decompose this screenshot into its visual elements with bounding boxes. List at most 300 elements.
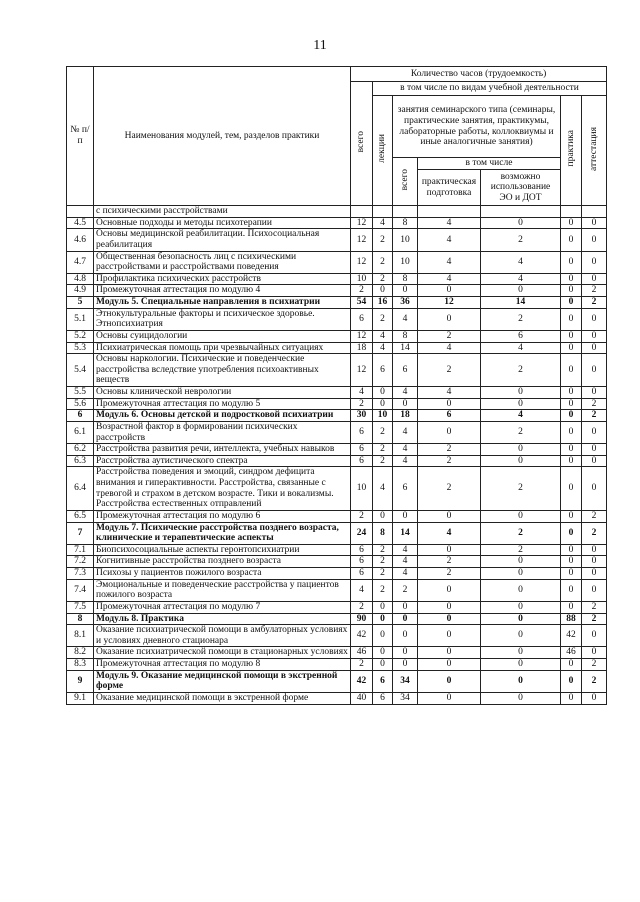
row-value: 4 <box>373 342 393 354</box>
row-value: 2 <box>582 285 607 297</box>
row-value: 4 <box>418 522 481 544</box>
row-value: 0 <box>393 647 418 659</box>
row-value: 10 <box>373 410 393 422</box>
row-value: 2 <box>373 444 393 456</box>
row-name: Промежуточная аттестация по модулю 5 <box>94 398 351 410</box>
row-value: 30 <box>351 410 373 422</box>
row-value: 6 <box>351 556 373 568</box>
row-name: Расстройства развития речи, интеллекта, учебных навыков <box>94 444 351 456</box>
row-value: 42 <box>561 625 582 647</box>
row-value: 0 <box>582 556 607 568</box>
row-value: 0 <box>561 410 582 422</box>
row-value: 0 <box>418 579 481 601</box>
row-value: 6 <box>351 544 373 556</box>
row-value: 2 <box>582 510 607 522</box>
row-value: 0 <box>418 421 481 443</box>
row-number: 8.2 <box>67 647 94 659</box>
table-row <box>67 342 607 354</box>
table-row <box>67 273 607 285</box>
row-value: 0 <box>418 601 481 613</box>
row-value: 2 <box>481 354 561 387</box>
row-value: 0 <box>418 308 481 330</box>
row-number: 4.8 <box>67 273 94 285</box>
row-value: 0 <box>481 670 561 692</box>
row-value: 0 <box>561 354 582 387</box>
table-row <box>67 387 607 399</box>
table-row <box>67 421 607 443</box>
row-value: 0 <box>481 613 561 625</box>
row-name: Возрастной фактор в формировании психических расстройств <box>94 421 351 443</box>
row-name: Оказание медицинской помощи в экстренной форме <box>94 692 351 704</box>
row-name: Основы клинической неврологии <box>94 387 351 399</box>
row-number: 6.5 <box>67 510 94 522</box>
row-value: 0 <box>418 285 481 297</box>
row-value: 0 <box>418 510 481 522</box>
row-value: 0 <box>418 613 481 625</box>
row-value: 4 <box>351 579 373 601</box>
row-name: Модуль 5. Специальные направления в психиатрии <box>94 297 351 309</box>
row-value: 2 <box>393 579 418 601</box>
table-row <box>67 692 607 704</box>
row-value: 0 <box>418 398 481 410</box>
row-value: 4 <box>393 308 418 330</box>
row-value: 18 <box>393 410 418 422</box>
table-row <box>67 455 607 467</box>
row-value: 0 <box>481 625 561 647</box>
header-num: № п/п <box>67 67 94 206</box>
row-value: 0 <box>418 544 481 556</box>
row-value: 8 <box>393 330 418 342</box>
row-value: 0 <box>561 297 582 309</box>
table-row <box>67 647 607 659</box>
table-row <box>67 354 607 387</box>
row-value: 0 <box>561 330 582 342</box>
row-name: Биопсихосоциальные аспекты геронтопсихиатрии <box>94 544 351 556</box>
row-value: 0 <box>582 217 607 229</box>
row-value: 2 <box>481 421 561 443</box>
row-value: 10 <box>351 273 373 285</box>
row-value: 0 <box>561 444 582 456</box>
row-value: 4 <box>393 421 418 443</box>
row-value <box>373 206 393 218</box>
row-number: 6.1 <box>67 421 94 443</box>
row-value: 0 <box>393 613 418 625</box>
row-name: Основные подходы и методы психотерапии <box>94 217 351 229</box>
row-value: 2 <box>373 421 393 443</box>
row-value: 2 <box>582 522 607 544</box>
row-name: Модуль 7. Психические расстройства позднего возраста, клинические и терапевтические аспекты <box>94 522 351 544</box>
row-value: 4 <box>393 444 418 456</box>
row-value: 0 <box>418 670 481 692</box>
row-value: 4 <box>373 217 393 229</box>
row-number: 6 <box>67 410 94 422</box>
table-row <box>67 579 607 601</box>
row-value: 0 <box>561 556 582 568</box>
row-value: 14 <box>481 297 561 309</box>
row-name: Профилактика психических расстройств <box>94 273 351 285</box>
row-value: 2 <box>582 398 607 410</box>
row-value: 16 <box>373 297 393 309</box>
table-row <box>67 229 607 251</box>
row-value: 0 <box>481 647 561 659</box>
row-name: Основы наркологии. Психические и поведенческие расстройства вследствие употребления психоактивных веществ <box>94 354 351 387</box>
table-row <box>67 670 607 692</box>
row-value: 88 <box>561 613 582 625</box>
row-value <box>418 206 481 218</box>
row-value: 2 <box>373 455 393 467</box>
table-row <box>67 556 607 568</box>
row-value: 0 <box>582 342 607 354</box>
table-row <box>67 206 607 218</box>
row-value: 0 <box>481 387 561 399</box>
row-value: 0 <box>481 398 561 410</box>
row-value: 2 <box>481 522 561 544</box>
row-value: 10 <box>393 229 418 251</box>
row-value: 0 <box>481 444 561 456</box>
row-value: 6 <box>373 354 393 387</box>
row-value: 2 <box>481 544 561 556</box>
row-value: 0 <box>561 421 582 443</box>
row-value: 2 <box>351 285 373 297</box>
row-value: 0 <box>481 217 561 229</box>
row-value: 0 <box>582 467 607 511</box>
row-value: 2 <box>373 579 393 601</box>
header-seminar: занятия семинарского типа (семинары, практические занятия, практикумы, лабораторные работы, коллоквиумы и иные аналогичные занятия) <box>393 96 561 158</box>
row-number: 5.6 <box>67 398 94 410</box>
row-number: 5 <box>67 297 94 309</box>
table-row <box>67 285 607 297</box>
row-value: 4 <box>351 387 373 399</box>
table-row <box>67 568 607 580</box>
row-value: 12 <box>418 297 481 309</box>
row-number: 7.3 <box>67 568 94 580</box>
row-name: Промежуточная аттестация по модулю 7 <box>94 601 351 613</box>
row-value: 0 <box>582 387 607 399</box>
row-value: 12 <box>351 229 373 251</box>
row-value: 0 <box>582 330 607 342</box>
header-hours: Количество часов (трудоемкость) <box>351 67 607 82</box>
row-value <box>351 206 373 218</box>
row-value: 0 <box>582 647 607 659</box>
row-value: 0 <box>393 285 418 297</box>
row-name: Промежуточная аттестация по модулю 8 <box>94 659 351 671</box>
row-value: 0 <box>582 444 607 456</box>
header-practice: практика <box>561 96 582 206</box>
table-row <box>67 613 607 625</box>
row-value: 8 <box>373 522 393 544</box>
table-row <box>67 410 607 422</box>
row-value: 24 <box>351 522 373 544</box>
row-number <box>67 206 94 218</box>
row-value: 2 <box>481 308 561 330</box>
row-value: 0 <box>582 251 607 273</box>
row-value: 0 <box>561 579 582 601</box>
row-value: 40 <box>351 692 373 704</box>
row-name: Расстройства аутистического спектра <box>94 455 351 467</box>
row-value: 0 <box>561 455 582 467</box>
table-row <box>67 544 607 556</box>
row-value: 10 <box>393 251 418 273</box>
row-value: 2 <box>481 467 561 511</box>
row-value: 4 <box>481 251 561 273</box>
row-value: 2 <box>373 308 393 330</box>
row-value: 0 <box>582 455 607 467</box>
header-name: Наименования модулей, тем, разделов практики <box>94 67 351 206</box>
row-value: 36 <box>393 297 418 309</box>
row-value: 0 <box>418 659 481 671</box>
row-value: 6 <box>418 410 481 422</box>
row-name: Модуль 8. Практика <box>94 613 351 625</box>
row-value: 4 <box>393 387 418 399</box>
row-value: 0 <box>561 308 582 330</box>
row-name: Промежуточная аттестация по модулю 4 <box>94 285 351 297</box>
row-value: 42 <box>351 670 373 692</box>
header-including: в том числе <box>418 158 561 170</box>
row-number: 5.4 <box>67 354 94 387</box>
row-number: 7.1 <box>67 544 94 556</box>
row-value: 0 <box>561 251 582 273</box>
row-value: 0 <box>481 659 561 671</box>
table-row <box>67 398 607 410</box>
table-row <box>67 444 607 456</box>
row-value: 18 <box>351 342 373 354</box>
row-value: 2 <box>418 568 481 580</box>
row-number: 5.2 <box>67 330 94 342</box>
row-value: 2 <box>418 444 481 456</box>
row-value: 2 <box>351 601 373 613</box>
row-value: 2 <box>582 410 607 422</box>
row-value: 0 <box>582 308 607 330</box>
row-value: 0 <box>582 579 607 601</box>
row-value: 8 <box>393 217 418 229</box>
row-value: 2 <box>582 297 607 309</box>
row-value: 0 <box>561 510 582 522</box>
row-name: Оказание психиатрической помощи в стационарных условиях <box>94 647 351 659</box>
row-value: 2 <box>418 467 481 511</box>
row-number: 9 <box>67 670 94 692</box>
row-value: 0 <box>561 398 582 410</box>
row-value: 2 <box>418 354 481 387</box>
table-row <box>67 217 607 229</box>
table-row <box>67 251 607 273</box>
row-value: 0 <box>561 342 582 354</box>
row-value <box>582 206 607 218</box>
row-value: 12 <box>351 330 373 342</box>
row-value: 0 <box>561 522 582 544</box>
row-value: 4 <box>418 229 481 251</box>
row-name: Психозы у пациентов пожилого возраста <box>94 568 351 580</box>
row-value: 0 <box>561 217 582 229</box>
row-value: 2 <box>582 601 607 613</box>
row-value: 0 <box>481 510 561 522</box>
row-value: 4 <box>393 556 418 568</box>
row-name: Когнитивные расстройства позднего возраста <box>94 556 351 568</box>
row-value: 12 <box>351 354 373 387</box>
row-value: 12 <box>351 217 373 229</box>
row-value <box>481 206 561 218</box>
page-number: 11 <box>313 38 327 53</box>
row-value: 4 <box>418 251 481 273</box>
row-value: 0 <box>481 285 561 297</box>
row-number: 6.4 <box>67 467 94 511</box>
row-value: 2 <box>373 229 393 251</box>
row-value: 0 <box>582 273 607 285</box>
row-value: 2 <box>373 556 393 568</box>
row-value: 4 <box>393 568 418 580</box>
row-number: 5.3 <box>67 342 94 354</box>
row-value: 0 <box>481 455 561 467</box>
row-value: 2 <box>481 229 561 251</box>
header-total: всего <box>351 82 373 206</box>
row-value: 0 <box>373 625 393 647</box>
row-value: 6 <box>351 444 373 456</box>
row-value: 6 <box>393 467 418 511</box>
row-value: 0 <box>393 510 418 522</box>
row-value: 0 <box>481 579 561 601</box>
row-number: 5.1 <box>67 308 94 330</box>
row-value: 6 <box>481 330 561 342</box>
row-value: 0 <box>561 601 582 613</box>
row-value: 0 <box>561 229 582 251</box>
row-value: 0 <box>561 659 582 671</box>
row-number: 8.3 <box>67 659 94 671</box>
row-number: 4.9 <box>67 285 94 297</box>
table-row <box>67 625 607 647</box>
table-row <box>67 522 607 544</box>
row-value: 0 <box>418 625 481 647</box>
header-eo-dot: возможно использование ЭО и ДОТ <box>481 170 561 206</box>
row-name: Этнокультуральные факторы и психическое здоровье. Этнопсихиатрия <box>94 308 351 330</box>
row-value: 34 <box>393 670 418 692</box>
row-value: 0 <box>561 568 582 580</box>
row-name: Основы суицидологии <box>94 330 351 342</box>
row-value: 0 <box>561 544 582 556</box>
row-value: 46 <box>561 647 582 659</box>
row-name: Модуль 6. Основы детской и подростковой психиатрии <box>94 410 351 422</box>
row-value: 0 <box>481 601 561 613</box>
row-value: 6 <box>373 670 393 692</box>
row-number: 7 <box>67 522 94 544</box>
row-value: 0 <box>481 692 561 704</box>
row-value: 4 <box>373 330 393 342</box>
row-value: 0 <box>582 229 607 251</box>
row-number: 4.6 <box>67 229 94 251</box>
header-lectures: лекции <box>373 96 393 206</box>
row-value: 0 <box>561 467 582 511</box>
row-number: 7.4 <box>67 579 94 601</box>
row-value: 2 <box>582 613 607 625</box>
row-value: 0 <box>393 625 418 647</box>
row-name: Оказание психиатрической помощи в амбулаторных условиях и условиях дневного стационара <box>94 625 351 647</box>
row-value: 8 <box>393 273 418 285</box>
row-value: 6 <box>351 308 373 330</box>
row-value: 0 <box>393 659 418 671</box>
curriculum-table <box>66 66 607 705</box>
row-number: 4.5 <box>67 217 94 229</box>
row-value: 2 <box>373 568 393 580</box>
row-value: 0 <box>561 273 582 285</box>
row-value <box>561 206 582 218</box>
row-value: 4 <box>418 342 481 354</box>
row-value: 42 <box>351 625 373 647</box>
row-value: 12 <box>351 251 373 273</box>
row-value: 6 <box>351 568 373 580</box>
row-value: 4 <box>393 544 418 556</box>
row-value: 0 <box>373 659 393 671</box>
row-value: 0 <box>393 601 418 613</box>
header-attestation: аттестация <box>582 96 607 206</box>
row-value: 0 <box>582 568 607 580</box>
row-value: 0 <box>393 398 418 410</box>
row-value: 2 <box>418 330 481 342</box>
row-value: 0 <box>373 285 393 297</box>
table-row <box>67 467 607 511</box>
header-by-type: в том числе по видам учебной деятельности <box>373 82 607 96</box>
row-value: 4 <box>481 410 561 422</box>
row-value: 6 <box>351 421 373 443</box>
row-value: 2 <box>351 398 373 410</box>
row-value: 90 <box>351 613 373 625</box>
row-value: 0 <box>582 354 607 387</box>
row-value: 0 <box>373 387 393 399</box>
row-number: 8.1 <box>67 625 94 647</box>
row-value: 2 <box>418 455 481 467</box>
row-number: 6.2 <box>67 444 94 456</box>
row-value <box>393 206 418 218</box>
row-number: 9.1 <box>67 692 94 704</box>
row-value: 0 <box>561 387 582 399</box>
table-row <box>67 659 607 671</box>
row-value: 0 <box>418 692 481 704</box>
row-value: 2 <box>582 659 607 671</box>
row-value: 0 <box>373 601 393 613</box>
row-value: 0 <box>582 692 607 704</box>
table-row <box>67 510 607 522</box>
row-value: 2 <box>582 670 607 692</box>
row-number: 6.3 <box>67 455 94 467</box>
row-value: 14 <box>393 522 418 544</box>
row-number: 4.7 <box>67 251 94 273</box>
row-name: Общественная безопасность лиц с психическими расстройствами и расстройствами поведения <box>94 251 351 273</box>
row-value: 2 <box>373 273 393 285</box>
row-value: 34 <box>393 692 418 704</box>
row-value: 0 <box>561 692 582 704</box>
row-value: 2 <box>351 659 373 671</box>
row-value: 2 <box>373 251 393 273</box>
row-value: 0 <box>561 285 582 297</box>
row-value: 4 <box>373 467 393 511</box>
row-value: 0 <box>561 670 582 692</box>
row-value: 4 <box>481 273 561 285</box>
row-value: 4 <box>418 387 481 399</box>
row-number: 8 <box>67 613 94 625</box>
row-name: Основы медицинской реабилитации. Психосоциальная реабилитация <box>94 229 351 251</box>
header-practical-training: практическая подготовка <box>418 170 481 206</box>
row-name: Модуль 9. Оказание медицинской помощи в экстренной форме <box>94 670 351 692</box>
row-value: 6 <box>393 354 418 387</box>
row-value: 0 <box>582 544 607 556</box>
row-value: 6 <box>373 692 393 704</box>
row-name: Эмоциональные и поведенческие расстройства у пациентов пожилого возраста <box>94 579 351 601</box>
row-value: 10 <box>351 467 373 511</box>
row-value: 0 <box>373 647 393 659</box>
row-value: 0 <box>582 421 607 443</box>
row-number: 5.5 <box>67 387 94 399</box>
row-value: 0 <box>582 625 607 647</box>
row-name: Психиатрическая помощь при чрезвычайных ситуациях <box>94 342 351 354</box>
row-value: 2 <box>351 510 373 522</box>
row-value: 0 <box>418 647 481 659</box>
